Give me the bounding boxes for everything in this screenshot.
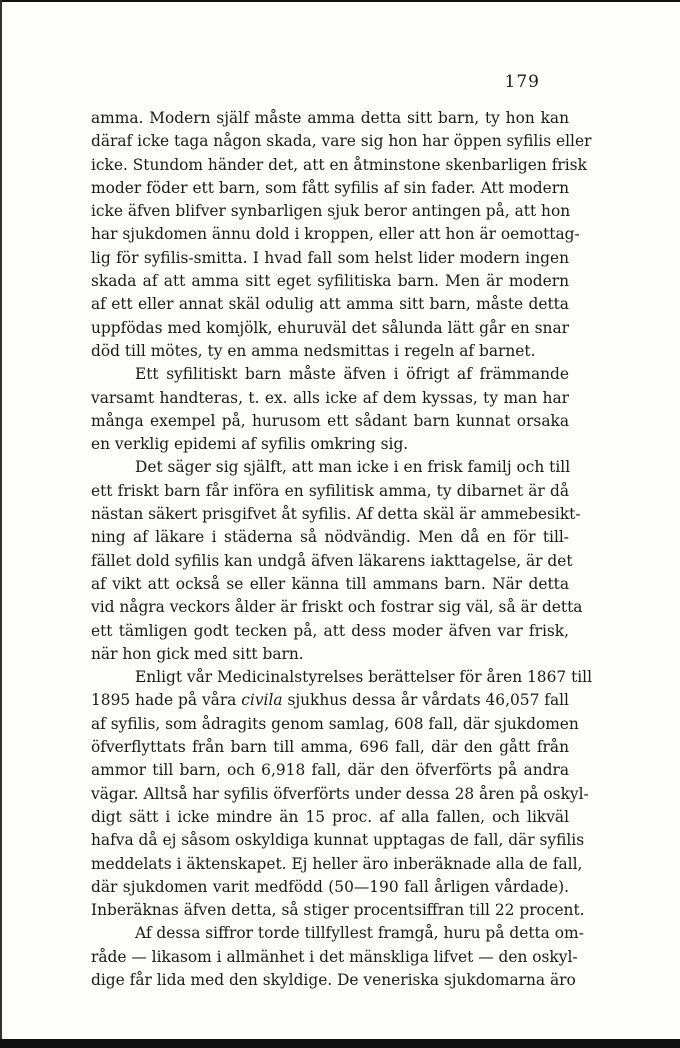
text-line: ett friskt barn får införa en syfilitisk amma, ty dibarnet är då <box>91 481 569 500</box>
text-line: uppfödas med komjölk, ehuruväl det sålunda lätt går en snar <box>91 318 569 337</box>
text-line: när hon gick med sitt barn. <box>91 644 304 663</box>
text-line: Ett syfilitiskt barn måste äfven i öfrigt af främmande <box>135 365 569 384</box>
scan-top-border <box>0 0 680 2</box>
text-line: ning af läkare i städerna så nödvändig. Men då en för till- <box>91 528 569 547</box>
text-line: råde — likasom i allmänhet i det mänskliga lifvet — den oskyl- <box>91 947 578 966</box>
text-line: där sjukdomen varit medfödd (50—190 fall årligen vårdade). <box>91 877 569 896</box>
text-line: meddelats i äktenskapet. Ej heller äro inberäknade alla de fall, <box>91 854 583 873</box>
text-fragment: 1895 hade på våra <box>91 691 237 710</box>
text-line: Enligt vår Medicinalstyrelses berättelser för åren 1867 till <box>135 668 593 687</box>
text-line: Inberäknas äfven detta, så stiger procentsiffran till 22 procent. <box>91 901 585 920</box>
text-line: skada af att amma sitt eget syfilitiska barn. Men är modern <box>91 272 569 291</box>
text-line: Af dessa siffror torde tillfyllest framgå, huru på detta om- <box>135 924 584 943</box>
text-line: varsamt handteras, t. ex. alls icke af dem kyssas, ty man har <box>91 388 569 407</box>
text-line: lig för syfilis-smitta. I hvad fall som helst lider modern ingen <box>91 248 569 267</box>
text-line: död till mötes, ty en amma nedsmittas i regeln af barnet. <box>91 341 536 360</box>
text-line: vägar. Alltså har syfilis öfverförts under dessa 28 åren på oskyl- <box>91 784 589 803</box>
text-line: Det säger sig själft, att man icke i en frisk familj och till <box>135 458 571 477</box>
text-line: icke äfven blifver synbarligen sjuk beror antingen på, att hon <box>91 202 571 221</box>
text-line: vid några veckors ålder är friskt och fostrar sig väl, så är detta <box>91 598 583 617</box>
body-text <box>91 107 593 992</box>
text-line: ammor till barn, och 6,918 fall, där den öfverförts på andra <box>91 761 569 780</box>
scan-left-border <box>0 0 2 1048</box>
text-line: af ett eller annat skäl odulig att amma sitt barn, måste detta <box>91 295 569 314</box>
text-line: nästan säkert prisgifvet åt syfilis. Af detta skäl är ammebesikt- <box>91 505 581 524</box>
text-line: däraf icke taga någon skada, vare sig hon har öppen syfilis eller <box>91 132 592 151</box>
scan-bottom-border <box>0 1039 680 1048</box>
text-line: öfverflyttats från barn till amma, 696 fall, där den gått från <box>91 738 569 757</box>
text-line: hafva då ej såsom oskyldiga kunnat upptagas de fall, där syfilis <box>91 831 585 850</box>
page-number: 179 <box>504 72 540 92</box>
text-line: amma. Modern själf måste amma detta sitt barn, ty hon kan <box>91 109 569 127</box>
text-line: af vikt att också se eller känna till ammans barn. När detta <box>91 574 569 593</box>
text-line: ett tämligen godt tecken på, att dess moder äfven var frisk, <box>91 621 569 640</box>
text-line: digt sätt i icke mindre än 15 proc. af alla fallen, och likväl <box>91 807 569 826</box>
text-line: fället dold syfilis kan undgå äfven läkarens iakttagelse, är det <box>91 551 573 570</box>
text-line: en verklig epidemi af syfilis omkring sig. <box>91 435 409 454</box>
text-line <box>91 689 569 712</box>
text-line: har sjukdomen ännu dold i kroppen, eller att hon är oemottag- <box>91 225 580 244</box>
text-line: moder föder ett barn, som fått syfilis af sin fader. Att modern <box>91 178 569 197</box>
text-line: dige får lida med den skyldige. De veneriska sjukdomarna äro <box>91 970 576 989</box>
text-line: icke. Stundom händer det, att en åtminstone skenbarligen frisk <box>91 155 587 174</box>
text-line: många exempel på, hurusom ett sådant barn kunnat orsaka <box>91 411 569 430</box>
text-fragment: sjukhus dessa år vårdats 46,057 fall <box>287 691 569 710</box>
text-line: af syfilis, som ådragits genom samlag, 608 fall, där sjukdomen <box>91 714 579 733</box>
italic-word: civila <box>241 691 283 710</box>
